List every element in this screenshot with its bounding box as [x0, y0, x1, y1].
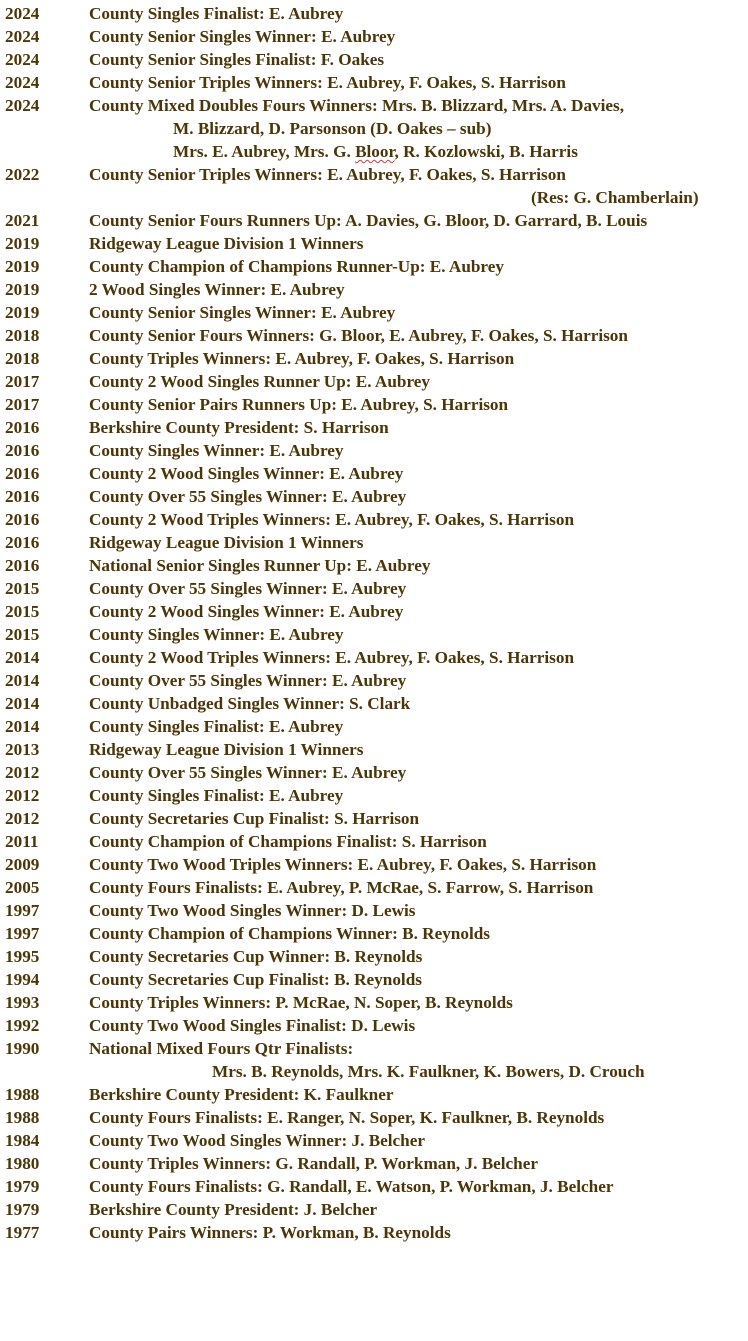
honour-year: 2016: [5, 556, 40, 575]
honour-year: 2019: [5, 234, 40, 253]
honour-row: [0, 232, 748, 255]
honour-text: County Champion of Champions Runner-Up: E. Aubrey: [89, 257, 504, 276]
honour-row: [0, 1083, 748, 1106]
honour-text: County Two Wood Triples Winners: E. Aubrey, F. Oakes, S. Harrison: [89, 855, 597, 874]
honour-row: [0, 48, 748, 71]
honour-year: 1980: [5, 1154, 40, 1173]
honour-continuation-text: (Res: G. Chamberlain): [531, 188, 699, 207]
honour-year: 2021: [5, 211, 40, 230]
honour-row: [0, 508, 748, 531]
honour-text: County Senior Fours Runners Up: A. Davies, G. Bloor, D. Garrard, B. Louis: [89, 211, 648, 230]
continuation-part: , R. Kozlowski, B. Harris: [394, 142, 578, 161]
honour-row: [0, 1129, 748, 1152]
honour-continuation: [0, 117, 748, 140]
honour-year: 1995: [5, 947, 40, 966]
honour-text: Ridgeway League Division 1 Winners: [89, 234, 364, 253]
honour-text: County Singles Winner: E. Aubrey: [89, 625, 344, 644]
honour-year: 2022: [5, 165, 40, 184]
honour-text: County Senior Singles Finalist: F. Oakes: [89, 50, 385, 69]
honour-text: County Over 55 Singles Winner: E. Aubrey: [89, 487, 407, 506]
honour-text: County Pairs Winners: P. Workman, B. Reynolds: [89, 1223, 451, 1242]
honour-text: 2 Wood Singles Winner: E. Aubrey: [89, 280, 345, 299]
honour-row: [0, 94, 748, 117]
honour-year: 2014: [5, 671, 40, 690]
honour-row: [0, 577, 748, 600]
honour-row: [0, 71, 748, 94]
honour-text: County 2 Wood Singles Winner: E. Aubrey: [89, 602, 404, 621]
honour-text: Ridgeway League Division 1 Winners: [89, 533, 364, 552]
honour-row: [0, 1152, 748, 1175]
honour-text: County Over 55 Singles Winner: E. Aubrey: [89, 671, 407, 690]
honour-year: 2009: [5, 855, 40, 874]
honour-row: [0, 25, 748, 48]
honour-year: 2016: [5, 418, 40, 437]
honour-row: [0, 324, 748, 347]
honour-row: [0, 669, 748, 692]
honour-year: 2014: [5, 717, 40, 736]
honour-year: 2012: [5, 809, 40, 828]
honour-text: County Unbadged Singles Winner: S. Clark: [89, 694, 411, 713]
honour-year: 2016: [5, 441, 40, 460]
honour-year: 2011: [5, 832, 39, 851]
honour-text: County Triples Winners: P. McRae, N. Soper, B. Reynolds: [89, 993, 513, 1012]
honour-row: [0, 485, 748, 508]
honour-text: National Mixed Fours Qtr Finalists:: [89, 1039, 354, 1058]
honour-text: County Senior Triples Winners: E. Aubrey, F. Oakes, S. Harrison: [89, 73, 566, 92]
honour-year: 2012: [5, 786, 40, 805]
honour-year: 1997: [5, 901, 40, 920]
honour-year: 1988: [5, 1085, 40, 1104]
honour-row: [0, 1198, 748, 1221]
honour-year: 2024: [5, 96, 40, 115]
honour-text: County Over 55 Singles Winner: E. Aubrey: [89, 579, 407, 598]
honour-year: 1992: [5, 1016, 40, 1035]
honour-row: [0, 922, 748, 945]
honour-row: [0, 1106, 748, 1129]
honour-text: County Secretaries Cup Winner: B. Reynolds: [89, 947, 423, 966]
honour-row: [0, 623, 748, 646]
honour-year: 1993: [5, 993, 40, 1012]
honour-text: County Two Wood Singles Finalist: D. Lewis: [89, 1016, 416, 1035]
honour-year: 2015: [5, 625, 40, 644]
honour-continuation-text: [173, 140, 578, 163]
honour-year: 2018: [5, 349, 40, 368]
honour-year: 2016: [5, 533, 40, 552]
honour-row: [0, 968, 748, 991]
honour-row: [0, 439, 748, 462]
honour-year: 2014: [5, 694, 40, 713]
honour-row: [0, 347, 748, 370]
honour-row: [0, 692, 748, 715]
honour-text: County Triples Winners: G. Randall, P. Workman, J. Belcher: [89, 1154, 539, 1173]
honour-row: [0, 646, 748, 669]
honour-row: [0, 209, 748, 232]
honour-continuation-text: M. Blizzard, D. Parsonson (D. Oakes – sub): [173, 119, 492, 138]
honour-year: 1979: [5, 1177, 40, 1196]
honour-text: County Singles Finalist: E. Aubrey: [89, 786, 344, 805]
honour-text: County Senior Singles Winner: E. Aubrey: [89, 27, 396, 46]
honour-text: County Triples Winners: E. Aubrey, F. Oakes, S. Harrison: [89, 349, 515, 368]
honour-text: County Senior Fours Winners: G. Bloor, E. Aubrey, F. Oakes, S. Harrison: [89, 326, 628, 345]
honour-year: 2015: [5, 602, 40, 621]
honour-year: 2024: [5, 4, 40, 23]
honour-row: [0, 1014, 748, 1037]
honour-text: County Fours Finalists: E. Aubrey, P. McRae, S. Farrow, S. Harrison: [89, 878, 594, 897]
honour-row: [0, 784, 748, 807]
honour-text: County Senior Triples Winners: E. Aubrey, F. Oakes, S. Harrison: [89, 165, 566, 184]
honour-row: [0, 163, 748, 186]
honour-continuation-text: Mrs. B. Reynolds, Mrs. K. Faulkner, K. Bowers, D. Crouch: [212, 1062, 645, 1081]
honour-text: Berkshire County President: J. Belcher: [89, 1200, 378, 1219]
honour-row: [0, 1037, 748, 1060]
honour-row: [0, 393, 748, 416]
honour-year: 1994: [5, 970, 40, 989]
honour-year: 2016: [5, 487, 40, 506]
honour-year: 1997: [5, 924, 40, 943]
honour-text: Berkshire County President: K. Faulkner: [89, 1085, 394, 1104]
honour-text: County Singles Winner: E. Aubrey: [89, 441, 344, 460]
honour-row: [0, 876, 748, 899]
honour-text: County Champion of Champions Winner: B. Reynolds: [89, 924, 490, 943]
honour-year: 2013: [5, 740, 40, 759]
honour-row: [0, 370, 748, 393]
honour-row: [0, 715, 748, 738]
spellcheck-flagged-word: Bloor: [355, 142, 395, 161]
honour-row: [0, 1175, 748, 1198]
honour-row: [0, 807, 748, 830]
honour-row: [0, 945, 748, 968]
honour-text: County 2 Wood Triples Winners: E. Aubrey, F. Oakes, S. Harrison: [89, 510, 575, 529]
honour-year: 2019: [5, 280, 40, 299]
honour-continuation: [0, 1060, 748, 1083]
honour-year: 2017: [5, 372, 40, 391]
honour-text: County Mixed Doubles Fours Winners: Mrs. B. Blizzard, Mrs. A. Davies,: [89, 96, 625, 115]
honour-year: 1979: [5, 1200, 40, 1219]
honour-year: 2024: [5, 50, 40, 69]
honour-continuation: [0, 186, 748, 209]
honour-year: 2017: [5, 395, 40, 414]
honour-row: [0, 761, 748, 784]
honour-row: [0, 255, 748, 278]
honour-row: [0, 1221, 748, 1244]
honour-text: County Singles Finalist: E. Aubrey: [89, 4, 344, 23]
honour-text: County Fours Finalists: E. Ranger, N. Soper, K. Faulkner, B. Reynolds: [89, 1108, 605, 1127]
honour-text: Berkshire County President: S. Harrison: [89, 418, 389, 437]
honour-year: 2016: [5, 510, 40, 529]
continuation-part: Mrs. E. Aubrey, Mrs. G.: [173, 142, 356, 161]
honour-row: [0, 738, 748, 761]
honours-list: [0, 2, 748, 1244]
honour-year: 1988: [5, 1108, 40, 1127]
honour-year: 2019: [5, 303, 40, 322]
honour-row: [0, 462, 748, 485]
honour-year: 2016: [5, 464, 40, 483]
honour-row: [0, 301, 748, 324]
honour-row: [0, 554, 748, 577]
honour-year: 2019: [5, 257, 40, 276]
honour-text: County Champion of Champions Finalist: S. Harrison: [89, 832, 487, 851]
honour-row: [0, 531, 748, 554]
honour-row: [0, 853, 748, 876]
honour-row: [0, 416, 748, 439]
honour-year: 2015: [5, 579, 40, 598]
honour-text: County Two Wood Singles Winner: J. Belcher: [89, 1131, 426, 1150]
honour-year: 2024: [5, 27, 40, 46]
honour-text: County 2 Wood Singles Runner Up: E. Aubrey: [89, 372, 430, 391]
honour-text: County Secretaries Cup Finalist: B. Reynolds: [89, 970, 422, 989]
honour-text: County Secretaries Cup Finalist: S. Harrison: [89, 809, 420, 828]
honour-year: 2014: [5, 648, 40, 667]
honour-text: National Senior Singles Runner Up: E. Aubrey: [89, 556, 431, 575]
honour-year: 1990: [5, 1039, 40, 1058]
honour-year: 1984: [5, 1131, 40, 1150]
honour-text: County Singles Finalist: E. Aubrey: [89, 717, 344, 736]
honour-row: [0, 278, 748, 301]
honour-row: [0, 899, 748, 922]
honour-text: County 2 Wood Singles Winner: E. Aubrey: [89, 464, 404, 483]
honour-text: County Senior Pairs Runners Up: E. Aubrey, S. Harrison: [89, 395, 509, 414]
honour-text: County Two Wood Singles Winner: D. Lewis: [89, 901, 416, 920]
honour-text: County Fours Finalists: G. Randall, E. Watson, P. Workman, J. Belcher: [89, 1177, 614, 1196]
honour-year: 2024: [5, 73, 40, 92]
honour-row: [0, 991, 748, 1014]
honour-text: Ridgeway League Division 1 Winners: [89, 740, 364, 759]
honour-year: 1977: [5, 1223, 40, 1242]
honour-year: 2012: [5, 763, 40, 782]
honour-text: County Senior Singles Winner: E. Aubrey: [89, 303, 396, 322]
honour-text: County 2 Wood Triples Winners: E. Aubrey, F. Oakes, S. Harrison: [89, 648, 575, 667]
honour-row: [0, 2, 748, 25]
honour-row: [0, 600, 748, 623]
honour-continuation: [0, 140, 748, 163]
honour-year: 2018: [5, 326, 40, 345]
honour-text: County Over 55 Singles Winner: E. Aubrey: [89, 763, 407, 782]
honour-row: [0, 830, 748, 853]
honour-year: 2005: [5, 878, 40, 897]
